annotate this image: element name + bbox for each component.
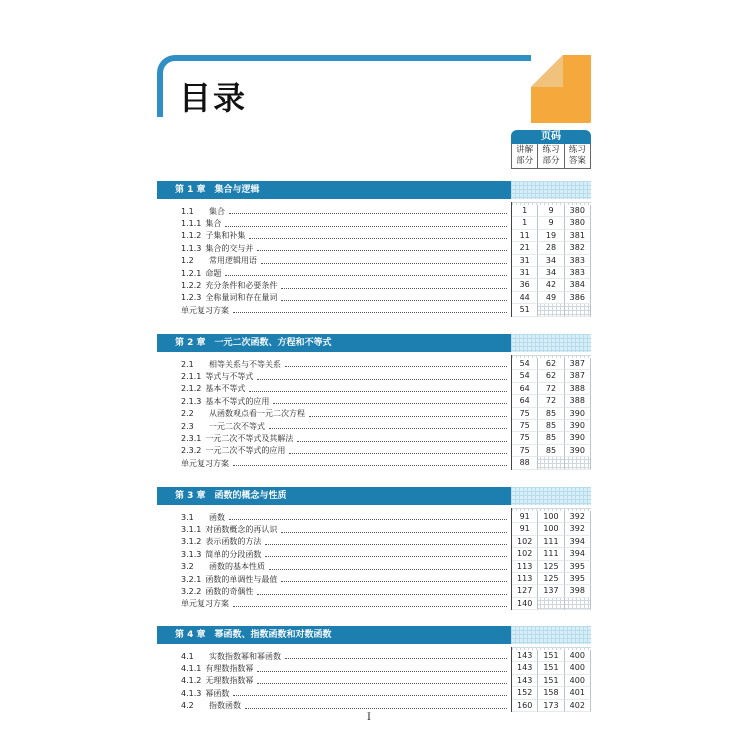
dot-leader: [281, 527, 507, 533]
dot-leader: [233, 601, 507, 607]
dot-leader: [233, 307, 507, 313]
answer-page: 390: [565, 445, 591, 457]
dot-leader: [289, 448, 507, 454]
toc-entry[interactable]: [157, 687, 511, 699]
page-number-row: [512, 205, 591, 217]
section-number: 3.2.1: [181, 574, 202, 584]
page-number-columns: [511, 647, 591, 712]
practice-page: 72: [538, 395, 564, 407]
explain-page: 113: [512, 561, 538, 573]
page-number-row: [512, 370, 591, 382]
toc-entry[interactable]: [157, 662, 511, 674]
practice-page: 111: [538, 548, 564, 560]
chapter-block: [157, 626, 591, 712]
dot-leader: [233, 690, 507, 696]
answer-page: 392: [565, 523, 591, 535]
section-title: 函数的基本性质: [209, 562, 265, 572]
practice-page: 62: [538, 370, 564, 382]
chapter-block: [157, 181, 591, 317]
toc-entry[interactable]: [157, 408, 511, 420]
explain-page: 143: [512, 675, 538, 687]
section-title: 相等关系与不等关系: [209, 359, 281, 369]
section-number: 2.3: [181, 421, 194, 431]
page-number-row: [512, 255, 591, 267]
corner-decoration: [531, 55, 591, 123]
dot-leader: [269, 564, 507, 570]
explain-page: 160: [512, 700, 538, 712]
section-title: 有理数指数幂: [205, 664, 254, 674]
toc-entry[interactable]: [157, 395, 511, 407]
explain-page: 88: [512, 457, 538, 469]
practice-page: 111: [538, 536, 564, 548]
practice-page: 151: [538, 662, 564, 674]
practice-page: 28: [538, 242, 564, 254]
section-number: 2.2: [181, 409, 194, 419]
section-title: 子集和补集: [205, 231, 246, 241]
answer-page: 381: [565, 230, 591, 242]
page-number-row: [512, 650, 591, 662]
section-title: 单元复习方案: [181, 305, 229, 315]
col-practice: 练习 部分: [538, 144, 564, 169]
dot-leader: [257, 678, 507, 684]
section-number: 1.1.1: [181, 219, 202, 229]
answer-page: 401: [565, 687, 591, 699]
practice-page: 19: [538, 230, 564, 242]
section-number: 4.1.2: [181, 676, 202, 686]
page-number-row: [512, 432, 591, 444]
section-number: 2.1.1: [181, 372, 202, 382]
page-code-title: 页码: [511, 130, 591, 144]
dot-leader: [225, 270, 507, 276]
section-number: 3.1.1: [181, 525, 202, 535]
dot-leader: [233, 460, 507, 466]
toc-entry[interactable]: [157, 205, 511, 217]
section-title: 一元二次不等式的应用: [205, 446, 286, 456]
practice-page: [538, 598, 564, 610]
dot-leader: [249, 233, 507, 239]
practice-page: 100: [538, 523, 564, 535]
explain-page: 36: [512, 279, 538, 291]
dot-leader: [285, 361, 507, 367]
practice-page: 62: [538, 358, 564, 370]
practice-page: 42: [538, 279, 564, 291]
page-number: I: [367, 712, 371, 723]
page-number-row: [512, 242, 591, 254]
section-title: 无理数指数幂: [205, 676, 254, 686]
section-title: 指数函数: [209, 701, 241, 711]
explain-page: 91: [512, 523, 538, 535]
section-title: 从函数观点看一元二次方程: [209, 409, 305, 419]
page-number-row: [512, 217, 591, 229]
toc-entry[interactable]: [157, 358, 511, 370]
section-number: 2.3.2: [181, 446, 202, 456]
dot-leader: [229, 208, 507, 214]
page-number-row: [512, 662, 591, 674]
practice-page: 34: [538, 255, 564, 267]
answer-page: 386: [565, 292, 591, 304]
page-number-row: [512, 383, 591, 395]
practice-page: 151: [538, 675, 564, 687]
section-number: 3.1.3: [181, 549, 202, 559]
page-number-row: [512, 561, 591, 573]
section-number: 4.1.1: [181, 664, 202, 674]
section-number: 4.2: [181, 701, 194, 711]
explain-page: 75: [512, 408, 538, 420]
practice-page: 85: [538, 445, 564, 457]
page-number-row: [512, 700, 591, 712]
practice-page: 9: [538, 205, 564, 217]
toc-entry[interactable]: [157, 548, 511, 560]
section-title: 实数指数幂和幂函数: [209, 651, 281, 661]
explain-page: 127: [512, 585, 538, 597]
explain-page: 54: [512, 370, 538, 382]
section-title: 表示函数的方法: [205, 537, 262, 547]
answer-page: 387: [565, 358, 591, 370]
page-fold-icon: [531, 55, 563, 87]
toc-entry[interactable]: [157, 523, 511, 535]
dot-leader: [281, 576, 507, 582]
page-number-row: [512, 511, 591, 523]
page-number-row: [512, 292, 591, 304]
section-title: 基本不等式的应用: [205, 396, 270, 406]
section-title: 简单的分段函数: [205, 549, 262, 559]
section-title: 基本不等式: [205, 384, 246, 394]
dot-leader: [269, 423, 507, 429]
toc-entry[interactable]: [157, 700, 511, 712]
toc-entry[interactable]: [157, 445, 511, 457]
col-explain: 讲解 部分: [512, 144, 538, 169]
section-number: 1.2.3: [181, 293, 202, 303]
chapter-header: [157, 626, 591, 644]
toc-entry[interactable]: [157, 432, 511, 444]
dot-leader: [249, 386, 507, 392]
practice-page: 137: [538, 585, 564, 597]
chapter-header: [157, 334, 591, 352]
toc-entry[interactable]: [157, 536, 511, 548]
answer-page: 395: [565, 573, 591, 585]
section-number: 3.1.2: [181, 537, 202, 547]
chapter-grid-pattern: [511, 487, 591, 505]
section-number: 2.1.2: [181, 384, 202, 394]
page-number-row: [512, 548, 591, 560]
section-title: 充分条件和必要条件: [205, 281, 278, 291]
dot-leader: [281, 295, 507, 301]
answer-page: 392: [565, 511, 591, 523]
section-title: 命题: [205, 268, 222, 278]
explain-page: 31: [512, 255, 538, 267]
answer-page: 383: [565, 267, 591, 279]
chapter-grid-pattern: [511, 626, 591, 644]
page-number-row: [512, 457, 591, 469]
chapter-header: [157, 181, 591, 199]
answer-page: [565, 598, 591, 610]
dot-leader: [257, 666, 507, 672]
explain-page: 75: [512, 432, 538, 444]
answer-page: 395: [565, 561, 591, 573]
explain-page: 51: [512, 304, 538, 316]
answer-page: 383: [565, 255, 591, 267]
dot-leader: [257, 589, 507, 595]
explain-page: 44: [512, 292, 538, 304]
answer-page: 382: [565, 242, 591, 254]
section-number: 2.1: [181, 359, 194, 369]
section-title: 全称量词和存在量词: [205, 293, 278, 303]
chapter-header: [157, 487, 591, 505]
toc-entry[interactable]: [157, 650, 511, 662]
toc-entry[interactable]: [157, 279, 511, 291]
chapter-title: 第 3 章 函数的概念与性质: [157, 487, 511, 505]
section-number: 3.2.2: [181, 587, 202, 597]
toc-entry[interactable]: [157, 457, 511, 469]
section-number: 3.1: [181, 512, 194, 522]
section-number: 3.2: [181, 562, 194, 572]
page-number-row: [512, 420, 591, 432]
practice-page: 125: [538, 561, 564, 573]
section-number: 1.2: [181, 256, 194, 266]
toc-entry[interactable]: [157, 230, 511, 242]
page-number-row: [512, 445, 591, 457]
explain-page: 113: [512, 573, 538, 585]
answer-page: 398: [565, 585, 591, 597]
answer-page: 388: [565, 395, 591, 407]
explain-page: 91: [512, 511, 538, 523]
practice-page: 173: [538, 700, 564, 712]
chapter-title: 第 2 章 一元二次函数、方程和不等式: [157, 334, 511, 352]
page-number-row: [512, 598, 591, 610]
section-title: 等式与不等式: [205, 372, 254, 382]
page-number-columns: [511, 202, 591, 317]
section-title: 集合的交与并: [205, 243, 254, 253]
page-number-row: [512, 304, 591, 316]
toc-entry[interactable]: [157, 292, 511, 304]
page-number-row: [512, 536, 591, 548]
toc-entry[interactable]: [157, 255, 511, 267]
explain-page: 54: [512, 358, 538, 370]
dot-leader: [225, 221, 507, 227]
practice-page: 9: [538, 217, 564, 229]
answer-page: [565, 304, 591, 316]
practice-page: 85: [538, 408, 564, 420]
page-number-row: [512, 573, 591, 585]
toc-entry[interactable]: [157, 383, 511, 395]
section-title: 集合: [209, 206, 225, 216]
practice-page: 125: [538, 573, 564, 585]
toc-entry[interactable]: [157, 675, 511, 687]
section-title: 常用逻辑用语: [209, 256, 257, 266]
answer-page: 388: [565, 383, 591, 395]
section-title: 函数的奇偶性: [205, 587, 254, 597]
explain-page: 102: [512, 536, 538, 548]
explain-page: 64: [512, 383, 538, 395]
page-number-row: [512, 230, 591, 242]
page-number-row: [512, 675, 591, 687]
practice-page: 72: [538, 383, 564, 395]
section-title: 单元复习方案: [181, 599, 229, 609]
explain-page: 152: [512, 687, 538, 699]
dot-leader: [297, 436, 507, 442]
section-number: 1.1.2: [181, 231, 202, 241]
answer-page: 390: [565, 420, 591, 432]
practice-page: 85: [538, 432, 564, 444]
page-number-columns: [511, 355, 591, 470]
answer-page: 394: [565, 536, 591, 548]
section-title: 幂函数: [205, 688, 230, 698]
chapter-block: [157, 334, 591, 470]
toc-entry[interactable]: [157, 217, 511, 229]
dot-leader: [229, 514, 507, 520]
explain-page: 31: [512, 267, 538, 279]
section-number: 1.1.3: [181, 243, 202, 253]
chapter-grid-pattern: [511, 334, 591, 352]
section-title: 一元二次不等式: [209, 421, 265, 431]
dot-leader: [265, 539, 507, 545]
answer-page: 390: [565, 408, 591, 420]
answer-page: 384: [565, 279, 591, 291]
dot-leader: [309, 411, 507, 417]
section-title: 函数: [209, 512, 225, 522]
toc-entry[interactable]: [157, 304, 511, 316]
chapter-title: 第 4 章 幂函数、指数函数和对数函数: [157, 626, 511, 644]
page-number-row: [512, 687, 591, 699]
practice-page: 151: [538, 650, 564, 662]
practice-page: [538, 457, 564, 469]
toc-entry[interactable]: [157, 598, 511, 610]
toc-entry[interactable]: [157, 420, 511, 432]
dot-leader: [285, 653, 507, 659]
explain-page: 11: [512, 230, 538, 242]
answer-page: 390: [565, 432, 591, 444]
toc-entry[interactable]: [157, 242, 511, 254]
section-number: 4.1.3: [181, 688, 202, 698]
page-code-header: [511, 130, 591, 169]
answer-page: 394: [565, 548, 591, 560]
answer-page: 402: [565, 700, 591, 712]
chapter-title: 第 1 章 集合与逻辑: [157, 181, 511, 199]
practice-page: 100: [538, 511, 564, 523]
toc-entry[interactable]: [157, 511, 511, 523]
page-number-columns: [511, 508, 591, 610]
explain-page: 143: [512, 662, 538, 674]
page-number-row: [512, 585, 591, 597]
explain-page: 21: [512, 242, 538, 254]
chapter-grid-pattern: [511, 181, 591, 199]
section-title: 一元二次不等式及其解法: [205, 434, 294, 444]
section-number: 4.1: [181, 651, 194, 661]
answer-page: 400: [565, 675, 591, 687]
explain-page: 75: [512, 420, 538, 432]
answer-page: 400: [565, 650, 591, 662]
practice-page: [538, 304, 564, 316]
toc-header: [157, 55, 591, 117]
page-number-row: [512, 267, 591, 279]
page-number-row: [512, 358, 591, 370]
page-number-row: [512, 523, 591, 535]
dot-leader: [257, 374, 507, 380]
explain-page: 1: [512, 205, 538, 217]
col-answers: 练习 答案: [565, 144, 591, 169]
explain-page: 75: [512, 445, 538, 457]
section-number: 1.2.1: [181, 268, 202, 278]
practice-page: 49: [538, 292, 564, 304]
practice-page: 34: [538, 267, 564, 279]
answer-page: 387: [565, 370, 591, 382]
answer-page: 400: [565, 662, 591, 674]
page-number-row: [512, 408, 591, 420]
section-title: 单元复习方案: [181, 458, 229, 468]
explain-page: 64: [512, 395, 538, 407]
dot-leader: [265, 551, 507, 557]
explain-page: 1: [512, 217, 538, 229]
toc-entry[interactable]: [157, 573, 511, 585]
toc-entry[interactable]: [157, 370, 511, 382]
dot-leader: [281, 283, 507, 289]
page-title: 目录: [179, 79, 248, 117]
explain-page: 143: [512, 650, 538, 662]
answer-page: [565, 457, 591, 469]
dot-leader: [261, 258, 507, 264]
chapter-block: [157, 487, 591, 610]
section-number: 1.1: [181, 206, 194, 216]
explain-page: 140: [512, 598, 538, 610]
section-number: 1.2.2: [181, 281, 202, 291]
dot-leader: [245, 703, 507, 709]
answer-page: 380: [565, 205, 591, 217]
dot-leader: [273, 398, 507, 404]
practice-page: 158: [538, 687, 564, 699]
toc-entry[interactable]: [157, 267, 511, 279]
toc-entry[interactable]: [157, 585, 511, 597]
toc-entry[interactable]: [157, 561, 511, 573]
section-number: 2.1.3: [181, 396, 202, 406]
answer-page: 380: [565, 217, 591, 229]
practice-page: 85: [538, 420, 564, 432]
page-number-row: [512, 279, 591, 291]
explain-page: 102: [512, 548, 538, 560]
dot-leader: [257, 245, 507, 251]
section-title: 对函数概念的再认识: [205, 525, 278, 535]
page-number-row: [512, 395, 591, 407]
section-number: 2.3.1: [181, 434, 202, 444]
section-title: 函数的单调性与最值: [205, 574, 278, 584]
section-title: 集合: [205, 219, 222, 229]
